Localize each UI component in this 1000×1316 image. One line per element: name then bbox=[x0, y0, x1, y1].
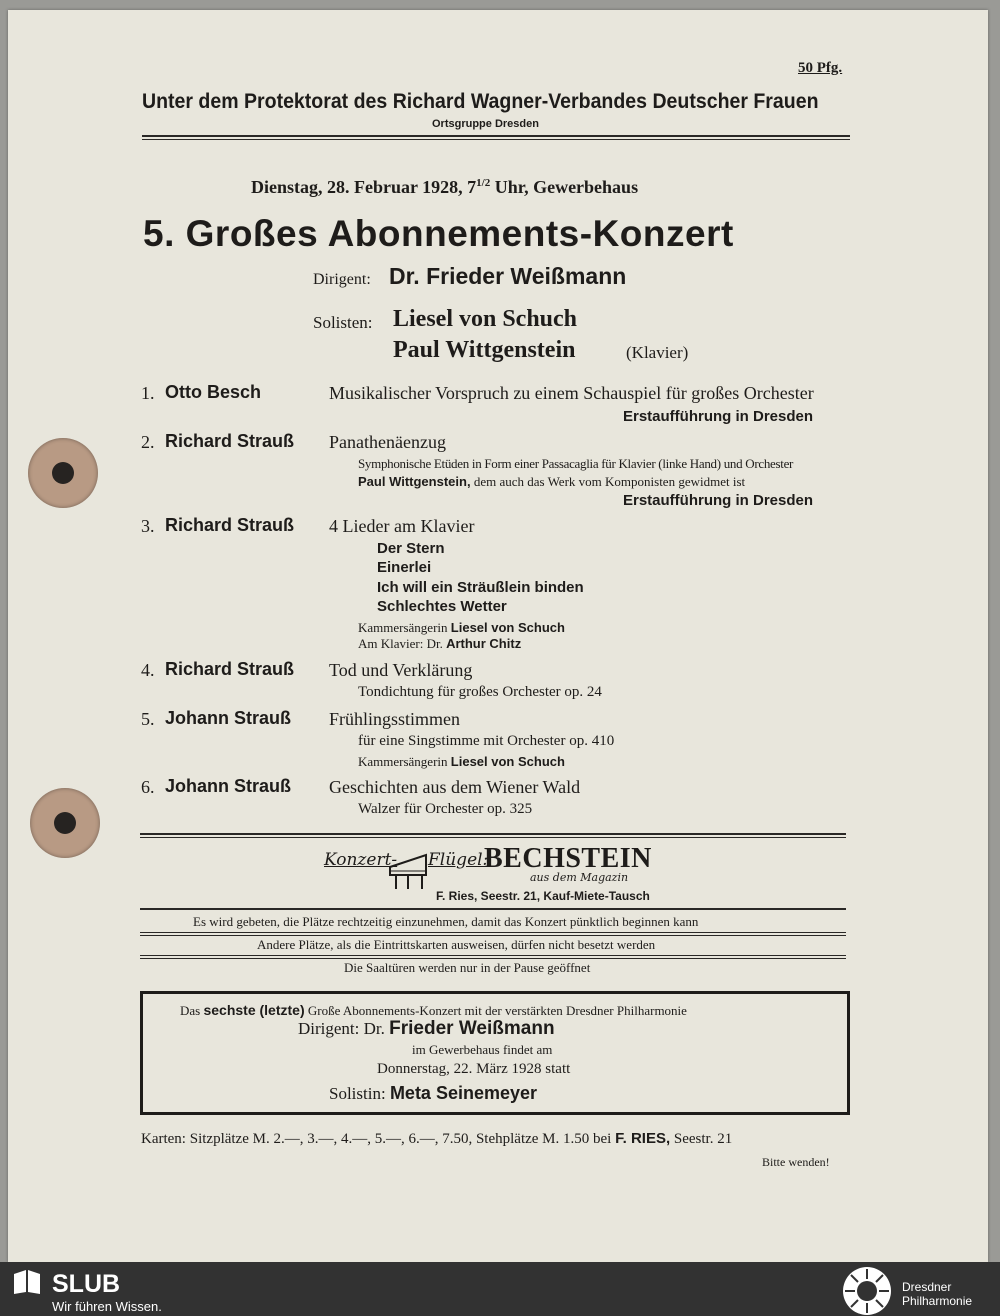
composer-3: Richard Strauß bbox=[165, 515, 295, 535]
work-3: 4 Lieder am Klavier bbox=[329, 516, 475, 536]
soloist-2-note: (Klavier) bbox=[626, 343, 689, 362]
work-6-description: Walzer für Orchester op. 325 bbox=[358, 801, 533, 817]
footer-bar bbox=[0, 1262, 1000, 1316]
work-1: Musikalischer Vorspruch zu einem Schauspiel für großes Orchester bbox=[329, 383, 814, 403]
next-concert-line-5: Solistin: Meta Seinemeyer bbox=[329, 1083, 538, 1103]
program-number-5: 5. bbox=[141, 709, 155, 729]
program-number-2: 2. bbox=[141, 432, 155, 452]
work-4: Tod und Verklärung bbox=[329, 660, 473, 680]
tickets-line: Karten: Sitzplätze M. 2.—, 3.—, 4.—, 5.—, 6.—, 7.50, Stehplätze M. 1.50 bei F. RIES, Seestr. 21 bbox=[141, 1130, 733, 1147]
slub-tagline: Wir führen Wissen. bbox=[52, 1299, 162, 1314]
premiere-note-1: Erstaufführung in Dresden bbox=[623, 408, 814, 425]
brand-bechstein: BECHSTEIN bbox=[484, 843, 652, 874]
conductor-label: Dirigent: bbox=[313, 271, 371, 288]
singer-line-5: Kammersängerin Liesel von Schuch bbox=[358, 754, 565, 769]
ad-konzert: Konzert- bbox=[324, 850, 398, 870]
ad-subline: aus dem Magazin bbox=[530, 871, 629, 884]
notice-rule-2b bbox=[140, 935, 846, 936]
song-3: Ich will ein Sträußlein binden bbox=[377, 579, 584, 596]
work-2: Panathenäenzug bbox=[329, 432, 446, 452]
next-concert-line-4: Donnerstag, 22. März 1928 statt bbox=[377, 1061, 571, 1077]
slub-book-icon bbox=[12, 1268, 42, 1296]
ad-fluegel: Flügel: bbox=[428, 850, 489, 870]
singer-line-3: Kammersängerin Liesel von Schuch bbox=[358, 620, 565, 635]
price: 50 Pfg. bbox=[798, 60, 843, 76]
composer-6: Johann Strauß bbox=[165, 776, 292, 796]
notice-rule-3 bbox=[140, 955, 846, 956]
notice-rule-3b bbox=[140, 958, 846, 959]
composer-1: Otto Besch bbox=[165, 382, 262, 402]
notice-2: Andere Plätze, als die Eintrittskarten ausweisen, dürfen nicht besetzt werden bbox=[257, 937, 656, 952]
concert-title: 5. Großes Abonnements-Konzert bbox=[143, 213, 734, 254]
header-rule bbox=[142, 135, 850, 137]
protectorate-line: Unter dem Protektorat des Richard Wagner-Verbandes Deutscher Frauen bbox=[142, 90, 819, 113]
soloist-1: Liesel von Schuch bbox=[393, 306, 578, 332]
ad-rule-top-thin bbox=[140, 837, 846, 838]
work-5: Frühlingsstimmen bbox=[329, 709, 461, 729]
work-6: Geschichten aus dem Wiener Wald bbox=[329, 777, 581, 797]
notice-3: Die Saaltüren werden nur in der Pause geöffnet bbox=[344, 960, 591, 975]
philharmonie-name-1: Dresdner bbox=[902, 1280, 952, 1294]
soloists-label: Solisten: bbox=[313, 313, 373, 332]
program-number-6: 6. bbox=[141, 777, 155, 797]
work-5-description: für eine Singstimme mit Orchester op. 410 bbox=[358, 733, 615, 749]
punch-hole-top bbox=[28, 438, 98, 508]
piano-icon bbox=[386, 845, 432, 893]
soloist-2: Paul Wittgenstein bbox=[393, 337, 576, 363]
philharmonie-sun-icon bbox=[842, 1266, 892, 1316]
pianist-line: Am Klavier: Dr. Arthur Chitz bbox=[358, 636, 522, 651]
song-2: Einerlei bbox=[377, 559, 432, 576]
program-number-1: 1. bbox=[141, 383, 155, 403]
program-number-3: 3. bbox=[141, 516, 155, 536]
song-1: Der Stern bbox=[377, 540, 445, 557]
slub-logo-text: SLUB bbox=[52, 1270, 121, 1298]
notice-1: Es wird gebeten, die Plätze rechtzeitig einzunehmen, damit das Konzert pünktlich beginnen kann bbox=[193, 914, 699, 929]
program-number-4: 4. bbox=[141, 660, 155, 680]
date-line: Dienstag, 28. Februar 1928, $7^{1/2}$ Uhr, Gewerbehaus bbox=[251, 177, 639, 197]
notice-rule-2 bbox=[140, 932, 846, 933]
next-concert-line-2: Dirigent: Dr. Frieder Weißmann bbox=[298, 1018, 555, 1039]
philharmonie-name-2: Philharmonie bbox=[902, 1294, 973, 1308]
song-4: Schlechtes Wetter bbox=[377, 598, 507, 615]
work-4-description: Tondichtung für großes Orchester op. 24 bbox=[358, 684, 602, 700]
local-group: Ortsgruppe Dresden bbox=[432, 118, 539, 130]
notice-rule-1 bbox=[140, 908, 846, 910]
header-rule-thin bbox=[142, 139, 850, 140]
composer-2: Richard Strauß bbox=[165, 431, 295, 451]
next-concert-line-3: im Gewerbehaus findet am bbox=[412, 1042, 553, 1057]
conductor-name: Dr. Frieder Weißmann bbox=[389, 263, 627, 289]
composer-5: Johann Strauß bbox=[165, 708, 292, 728]
dedication-line: Paul Wittgenstein, dem auch das Werk vom Komponisten gewidmet ist bbox=[358, 474, 746, 489]
work-2-description: Symphonische Etüden in Form einer Passacaglia für Klavier (linke Hand) und Orchester bbox=[358, 456, 794, 471]
ad-address: F. Ries, Seestr. 21, Kauf-Miete-Tausch bbox=[436, 889, 650, 903]
premiere-note-2: Erstaufführung in Dresden bbox=[623, 492, 814, 509]
turn-over-note: Bitte wenden! bbox=[762, 1155, 830, 1169]
punch-hole-bottom bbox=[30, 788, 100, 858]
composer-4: Richard Strauß bbox=[165, 659, 295, 679]
next-concert-line-1: Das sechste (letzte) Große Abonnements-Konzert mit der verstärkten Dresdner Philharmonie bbox=[180, 1002, 687, 1018]
ad-rule-top bbox=[140, 833, 846, 835]
